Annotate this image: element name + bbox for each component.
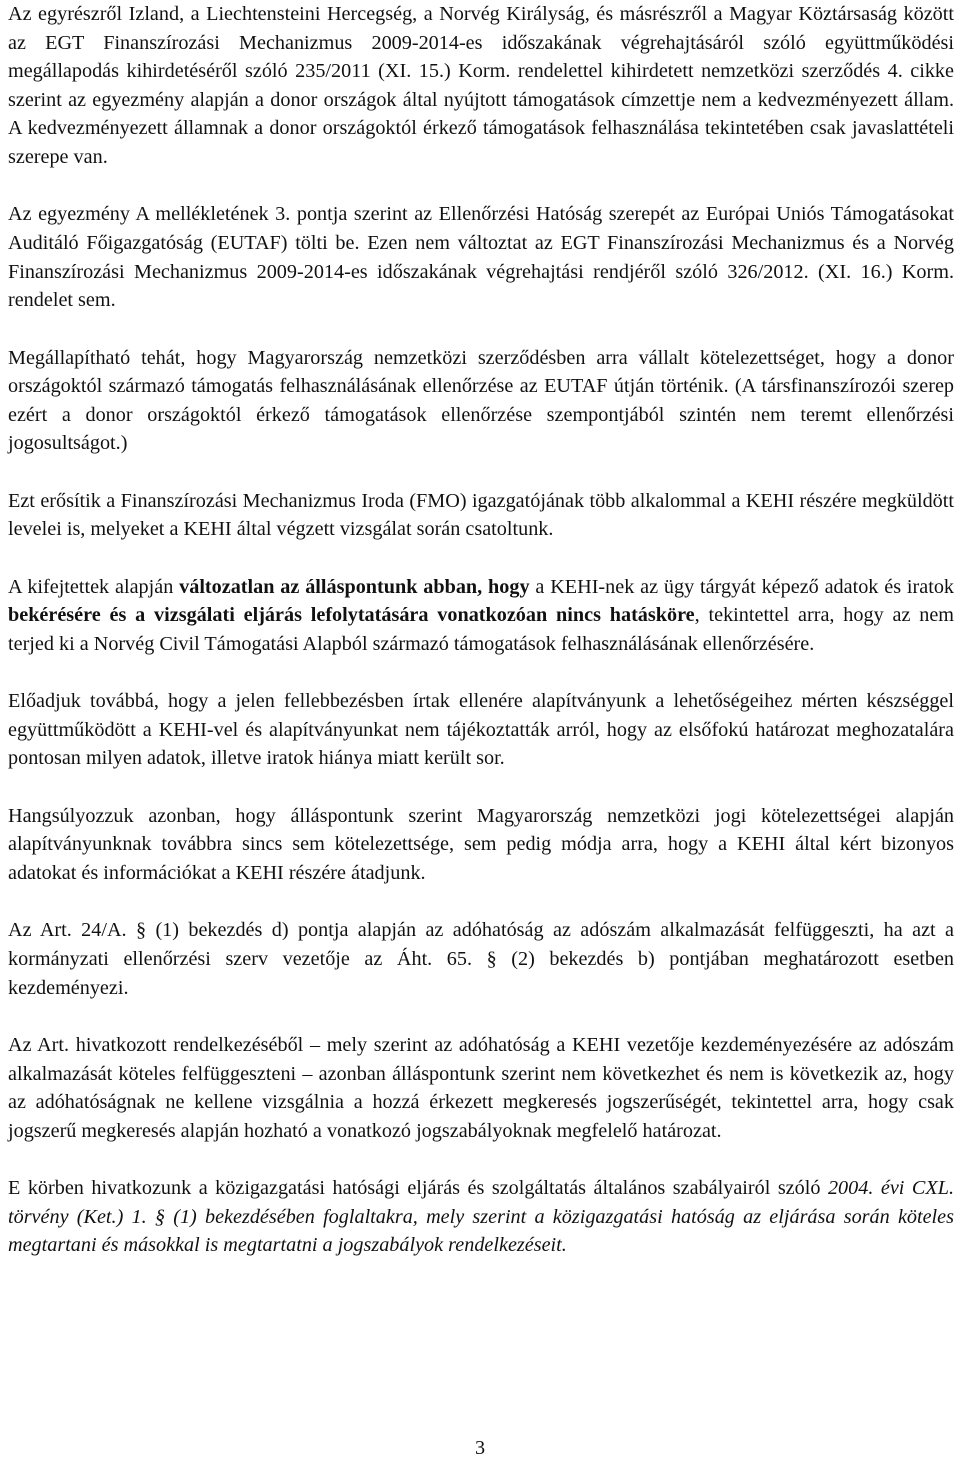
text-run: , tekintettel arra, hogy az nem terjed ki a Norvég Civil Támogatási Alapból származó támogatások felhasználásának ellenőrzésére. [8,604,955,655]
paragraph-gap [8,1145,954,1174]
bold-text-run: változatlan az álláspontunk abban, hogy [179,575,530,598]
italic-text-run: 2004. évi CXL. törvény (Ket.) 1. § (1) bekezdésében foglaltakra, mely szerint a közigazgatási hatóság az eljárása során köteles megtartani és másokkal is megtartatni a jogszabályok rendelkezéseit. [8,1177,954,1257]
paragraph-art-reference [8,1031,954,1145]
bold-text-run: bekérésére és a vizsgálati eljárás lefolytatására vonatkozóan nincs hatásköre [8,604,695,627]
paragraph-gap [8,658,954,687]
text-run: Az egyrészről Izland, a Liechtensteini Hercegség, a Norvég Királyság, és másrészről a Magyar Köztársaság között az EGT Finanszírozási Mechanizmus 2009-2014-es időszakának végrehajtásáról szóló együttműködési megállapodás kihirdetéséről szóló 235/2011 (XI. 15.) Korm. rendelettel kihirdetett nemzetközi szerződés 4. cikke szerint az egyezmény alapján a donor országok által nyújtott támogatások címzettje nem a kedvezményezett állam. A kedvezményezett államnak a donor országoktól érkező támogatások felhasználása tekintetében csak javaslattételi szerepe van. [8,3,954,168]
text-run: Hangsúlyozzuk azonban, hogy álláspontunk szerint Magyarország nemzetközi jogi kötelezettségei alapján alapítványunknak továbbra sincs sem kötelezettsége, sem pedig módja arra, hogy a KEHI által kért bizonyos adatokat és információkat a KEHI részére átadjunk. [8,804,954,885]
text-run: Előadjuk továbbá, hogy a jelen fellebbezésben írtak ellenére alapítványunk a lehetőségeihez mérten készséggel együttműködött a KEHI-vel és alapítványunkat nem tájékoztatták arról, hogy az elsőfokú határozat meghozatalára pontosan milyen adatok, illetve iratok hiánya miatt került sor. [8,690,954,770]
text-run: a KEHI-nek az ügy tárgyát képező adatok és iratok [529,575,955,598]
paragraph-ket [8,1174,954,1260]
paragraph-fmo [8,487,954,544]
paragraph-gap [8,1002,954,1031]
text-run: Ezt erősítik a Finanszírozási Mechanizmus Iroda (FMO) igazgatójának több alkalommal a KEHI részére megküldött levelei is, melyeket a KEHI által végzett vizsgálat során csatoltunk. [8,489,954,541]
paragraph-position [8,573,954,659]
paragraph-emphasis [8,802,954,888]
text-run: Az egyezmény A mellékletének 3. pontja szerint az Ellenőrzési Hatóság szerepét az Európai Uniós Támogatásokat Auditáló Főigazgatóság (EUTAF) tölti be. Ezen nem változtat az EGT Finanszírozási Mechanizmus és a Norvég Finanszírozási Mechanizmus 2009-2014-es időszakának végrehajtási rendjéről szóló 326/2012. (XI. 16.) Korm. rendelet sem. [8,203,954,312]
paragraph-gap [8,458,954,487]
text-run: E körben hivatkozunk a közigazgatási hatósági eljárás és szolgáltatás általános szabályairól szóló [8,1177,828,1200]
text-run: A kifejtettek alapján [8,575,180,598]
paragraph-gap [8,773,954,802]
paragraph-gap [8,888,954,917]
document-page [8,0,954,1260]
paragraph-gap [8,544,954,573]
text-run: Az Art. hivatkozott rendelkezéséből – mely szerint az adóhatóság a KEHI vezetője kezdeményezésére az adószám alkalmazását köteles felfüggeszteni – azonban álláspontunk szerint nem következhet és nem is következik az, hogy az adóhatóságnak ne kellene vizsgálnia a hozzá érkezett megkeresés jogszerűségét, tekintettel arra, hogy csak jogszerű megkeresés alapján hozható a vonatkozó jogszabályoknak megfelelő határozat. [8,1034,954,1142]
text-run: Az Art. 24/A. § (1) bekezdés d) pontja alapján az adóhatóság az adószám alkalmazását felfüggeszti, ha azt a kormányzati ellenőrzési szerv vezetője az Áht. 65. § (2) bekezdés b) pontjában meghatározott esetben kezdeményezi. [8,919,954,999]
paragraph-conclusion [8,344,954,458]
paragraph-gap [8,315,954,344]
text-run: Megállapítható tehát, hogy Magyarország nemzetközi szerződésben arra vállalt kötelezettséget, hogy a donor országoktól származó támogatás felhasználásának ellenőrzése az EUTAF útján történik. (A társfinanszírozói szerep ezért a donor országoktól érkező támogatások ellenőrzése szempontjából szintén nem teremt ellenőrzési jogosultságot.) [8,346,954,455]
paragraph-cooperation [8,687,954,773]
paragraph-treaty [8,0,954,172]
paragraph-gap [8,172,954,201]
page-number: 3 [474,1437,486,1459]
paragraph-art-24a [8,916,954,1002]
paragraph-annex [8,200,954,314]
